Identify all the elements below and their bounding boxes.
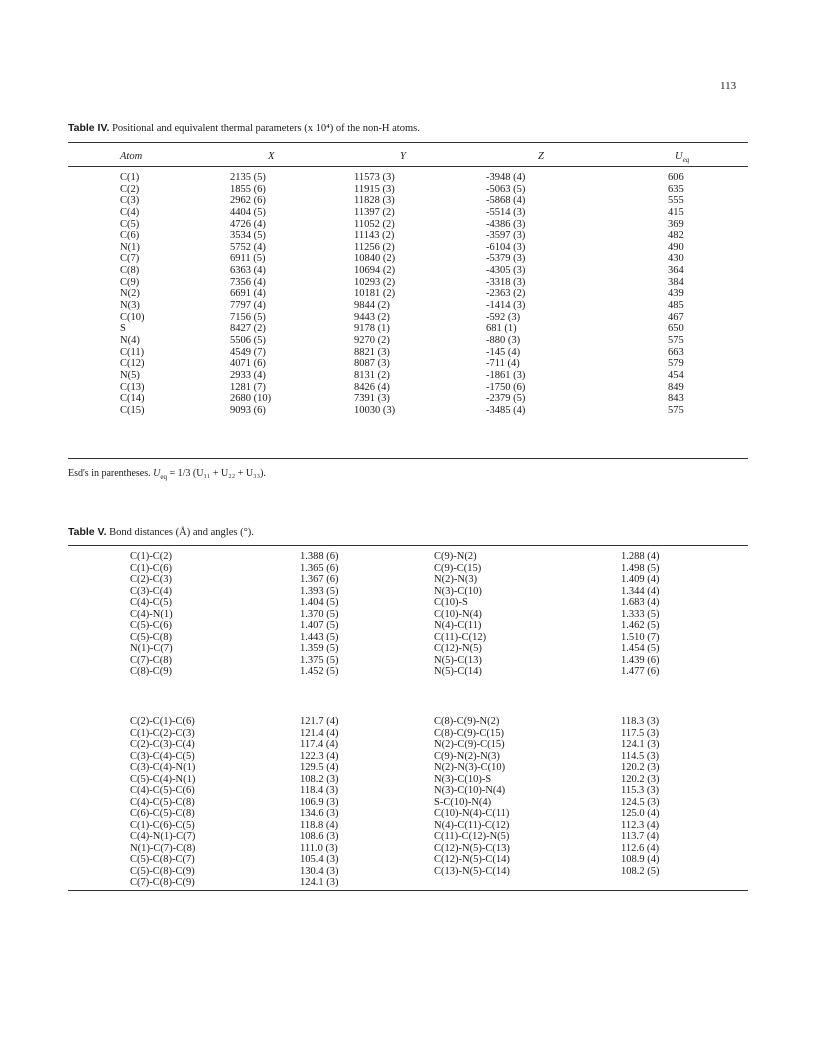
cell-y: 10181 (2)	[354, 288, 396, 300]
bond-angles-block	[68, 716, 748, 889]
cell-z: -6104 (3)	[486, 241, 526, 253]
cell-z: -3318 (3)	[486, 276, 526, 288]
distance-bond: C(7)-C(8)	[130, 654, 172, 666]
bond-distances-block	[68, 551, 748, 678]
header-z: Z	[538, 151, 544, 162]
cell-z: -880 (3)	[486, 334, 521, 346]
angle-value: 112.6 (4)	[621, 842, 660, 854]
cell-z: -2379 (5)	[486, 393, 526, 405]
cell-z: -592 (3)	[486, 311, 521, 323]
table-row	[68, 370, 748, 382]
cell-x: 2135 (5)	[230, 172, 266, 183]
distance-bond: N(5)-C(13)	[434, 654, 482, 666]
table-row	[68, 172, 748, 184]
table-row	[68, 877, 748, 889]
cell-z: -5063 (5)	[486, 183, 526, 195]
cell-y: 10840 (2)	[354, 253, 396, 265]
angle-bond: N(2)-N(3)-C(10)	[434, 762, 506, 773]
angle-bond: S-C(10)-N(4)	[434, 796, 492, 808]
cell-u: 575	[668, 404, 684, 416]
angle-bond: C(8)-C(9)-N(2)	[434, 716, 500, 727]
cell-z: 681 (1)	[486, 323, 517, 335]
distance-bond: C(5)-C(8)	[130, 631, 172, 643]
header-ueq: $U_{eq}$	[675, 151, 690, 165]
angle-value: 125.0 (4)	[621, 808, 660, 819]
cell-y: 9844 (2)	[354, 300, 390, 312]
distance-bond: C(10)-S	[434, 597, 468, 608]
cell-y: 11143 (2)	[354, 230, 395, 242]
angle-bond: C(2)-C(1)-C(6)	[130, 716, 195, 727]
cell-atom: C(14)	[120, 393, 145, 405]
angle-value: 114.5 (3)	[621, 750, 660, 762]
angle-value: 118.3 (3)	[621, 716, 660, 727]
angle-bond: C(6)-C(5)-C(8)	[130, 808, 195, 819]
angle-value: 122.3 (4)	[300, 750, 339, 762]
distance-bond: C(10)-N(4)	[434, 608, 482, 620]
cell-atom: C(4)	[120, 206, 140, 218]
cell-atom: C(11)	[120, 346, 145, 358]
distance-bond: N(2)-N(3)	[434, 574, 478, 585]
angle-value: 113.7 (4)	[621, 831, 660, 842]
cell-x: 5752 (4)	[230, 241, 266, 253]
distance-value: 1.370 (5)	[300, 608, 339, 620]
table-iv-header-rule	[68, 166, 748, 167]
cell-y: 8426 (4)	[354, 381, 390, 393]
angle-bond: C(1)-C(6)-C(5)	[130, 819, 195, 831]
angle-bond: C(3)-C(4)-N(1)	[130, 762, 196, 773]
cell-atom: N(1)	[120, 241, 140, 253]
table-v-bottom-rule	[68, 890, 748, 891]
table-iv-bottom-rule	[68, 458, 748, 459]
cell-u: 849	[668, 381, 684, 393]
angle-value: 118.4 (3)	[300, 785, 339, 796]
angle-value: 106.9 (3)	[300, 796, 339, 808]
cell-u: 663	[668, 346, 684, 358]
angle-bond: N(1)-C(7)-C(8)	[130, 842, 196, 854]
cell-x: 1855 (6)	[230, 183, 266, 195]
angle-value: 124.5 (3)	[621, 796, 660, 808]
angle-value: 120.2 (3)	[621, 762, 660, 773]
cell-z: -3485 (4)	[486, 404, 526, 416]
distance-bond: N(1)-C(7)	[130, 643, 173, 654]
table-row	[68, 323, 748, 335]
distance-bond: C(3)-C(4)	[130, 585, 172, 597]
cell-atom: C(5)	[120, 218, 140, 230]
distance-bond: C(1)-C(6)	[130, 562, 172, 574]
distance-value: 1.439 (6)	[621, 654, 660, 666]
cell-u: 485	[668, 300, 684, 312]
table-v-caption	[68, 526, 254, 538]
angle-bond: C(9)-N(2)-N(3)	[434, 750, 500, 762]
angle-value: 117.4 (4)	[300, 739, 339, 750]
table-row	[68, 632, 748, 644]
distance-bond: N(4)-C(11)	[434, 620, 482, 631]
table-row	[68, 666, 748, 678]
angle-bond: C(3)-C(4)-C(5)	[130, 750, 195, 762]
table-row	[68, 808, 748, 820]
cell-u: 635	[668, 183, 684, 195]
distance-value: 1.683 (4)	[621, 597, 660, 608]
distance-bond: C(1)-C(2)	[130, 551, 172, 562]
table-row	[68, 774, 748, 786]
cell-x: 4549 (7)	[230, 346, 266, 358]
cell-x: 2680 (10)	[230, 393, 272, 405]
cell-x: 4071 (6)	[230, 358, 266, 370]
cell-x: 7797 (4)	[230, 300, 266, 312]
table-row	[68, 253, 748, 265]
table-row	[68, 207, 748, 219]
distance-value: 1.375 (5)	[300, 654, 339, 666]
angle-bond: C(8)-C(9)-C(15)	[434, 727, 504, 739]
table-iv-body	[68, 172, 748, 416]
table-row	[68, 843, 748, 855]
cell-y: 9270 (2)	[354, 334, 390, 346]
header-y: Y	[400, 151, 406, 162]
cell-atom: C(1)	[120, 172, 140, 183]
cell-atom: C(15)	[120, 404, 145, 416]
cell-y: 11256 (2)	[354, 241, 395, 253]
table-row	[68, 728, 748, 740]
distance-bond: N(5)-C(14)	[434, 666, 482, 677]
cell-atom: N(5)	[120, 369, 140, 381]
table-row	[68, 762, 748, 774]
cell-z: -1750 (6)	[486, 381, 526, 393]
cell-z: -3948 (4)	[486, 172, 526, 183]
table-iv-top-rule	[68, 142, 748, 143]
cell-x: 8427 (2)	[230, 323, 266, 335]
cell-u: 606	[668, 172, 684, 183]
cell-u: 454	[668, 369, 684, 381]
table-row	[68, 393, 748, 405]
distance-value: 1.344 (4)	[621, 585, 660, 597]
table-row	[68, 358, 748, 370]
table-row	[68, 563, 748, 575]
angle-value: 130.4 (3)	[300, 865, 339, 877]
cell-y: 11573 (3)	[354, 172, 395, 183]
distance-value: 1.288 (4)	[621, 551, 660, 562]
distance-value: 1.333 (5)	[621, 608, 660, 620]
table-iv-label: Table IV.	[68, 122, 110, 134]
angle-value: 108.9 (4)	[621, 854, 660, 865]
distance-value: 1.367 (6)	[300, 574, 339, 585]
cell-atom: C(2)	[120, 183, 140, 195]
cell-u: 467	[668, 311, 684, 323]
cell-atom: C(12)	[120, 358, 145, 370]
angle-value: 134.6 (3)	[300, 808, 339, 819]
table-row	[68, 739, 748, 751]
table-row	[68, 300, 748, 312]
cell-y: 10030 (3)	[354, 404, 396, 416]
cell-atom: C(8)	[120, 265, 140, 277]
distance-value: 1.388 (6)	[300, 551, 339, 562]
cell-atom: C(9)	[120, 276, 140, 288]
angle-bond: C(1)-C(2)-C(3)	[130, 727, 195, 739]
angle-bond: C(7)-C(8)-C(9)	[130, 877, 195, 888]
cell-atom: C(10)	[120, 311, 145, 323]
angle-bond: C(4)-C(5)-C(6)	[130, 785, 195, 796]
cell-x: 1281 (7)	[230, 381, 266, 393]
cell-y: 11828 (3)	[354, 195, 395, 207]
cell-z: -1414 (3)	[486, 300, 526, 312]
cell-z: -4386 (3)	[486, 218, 526, 230]
distance-bond: C(11)-C(12)	[434, 631, 487, 643]
cell-atom: C(3)	[120, 195, 140, 207]
distance-bond: N(3)-C(10)	[434, 585, 482, 597]
distance-bond: C(5)-C(6)	[130, 620, 172, 631]
angle-value: 124.1 (3)	[621, 739, 660, 750]
table-row	[68, 785, 748, 797]
cell-x: 9093 (6)	[230, 404, 266, 416]
angle-bond: N(2)-C(9)-C(15)	[434, 739, 505, 750]
table-iv-title: Positional and equivalent thermal parameters (x 10⁴) of the non-H atoms.	[112, 123, 420, 134]
cell-x: 4404 (5)	[230, 206, 266, 218]
angle-value: 111.0 (3)	[300, 842, 338, 854]
cell-u: 579	[668, 358, 684, 370]
cell-z: -145 (4)	[486, 346, 521, 358]
page-number: 113	[720, 80, 737, 92]
cell-z: -711 (4)	[486, 358, 520, 370]
table-row	[68, 184, 748, 196]
distance-value: 1.359 (5)	[300, 643, 339, 654]
angle-bond: C(4)-C(5)-C(8)	[130, 796, 195, 808]
distance-bond: C(9)-N(2)	[434, 551, 477, 562]
angle-value: 105.4 (3)	[300, 854, 339, 865]
distance-bond: C(8)-C(9)	[130, 666, 172, 677]
distance-bond: C(12)-N(5)	[434, 643, 482, 654]
table-row	[68, 854, 748, 866]
table-row	[68, 335, 748, 347]
table-row	[68, 716, 748, 728]
angle-bond: C(13)-N(5)-C(14)	[434, 865, 510, 877]
cell-atom: S	[120, 323, 126, 335]
cell-u: 430	[668, 253, 684, 265]
cell-u: 364	[668, 265, 684, 277]
table-row	[68, 751, 748, 763]
cell-z: -5868 (4)	[486, 195, 526, 207]
angle-bond: C(12)-N(5)-C(14)	[434, 854, 510, 865]
header-x: X	[268, 151, 275, 162]
cell-y: 8821 (3)	[354, 346, 390, 358]
cell-u: 650	[668, 323, 684, 335]
table-row	[68, 820, 748, 832]
angle-value: 124.1 (3)	[300, 877, 339, 888]
table-row	[68, 831, 748, 843]
cell-atom: C(13)	[120, 381, 145, 393]
cell-u: 439	[668, 288, 684, 300]
angle-value: 108.6 (3)	[300, 831, 339, 842]
cell-atom: N(4)	[120, 334, 140, 346]
cell-u: 555	[668, 195, 684, 207]
distance-value: 1.498 (5)	[621, 562, 660, 574]
distance-value: 1.365 (6)	[300, 562, 339, 574]
cell-atom: C(6)	[120, 230, 140, 242]
table-row	[68, 866, 748, 878]
cell-atom: N(2)	[120, 288, 140, 300]
cell-x: 4726 (4)	[230, 218, 266, 230]
cell-x: 7156 (5)	[230, 311, 266, 323]
distance-value: 1.462 (5)	[621, 620, 660, 631]
distance-value: 1.443 (5)	[300, 631, 339, 643]
distance-bond: C(4)-N(1)	[130, 608, 173, 620]
cell-y: 11915 (3)	[354, 183, 395, 195]
angle-value: 121.4 (4)	[300, 727, 339, 739]
cell-atom: N(3)	[120, 300, 140, 312]
cell-y: 10694 (2)	[354, 265, 396, 277]
table-v-top-rule	[68, 545, 748, 546]
angle-bond: N(4)-C(11)-C(12)	[434, 819, 510, 831]
cell-x: 6363 (4)	[230, 265, 266, 277]
cell-z: -3597 (3)	[486, 230, 526, 242]
table-row	[68, 574, 748, 586]
angle-bond: N(3)-C(10)-N(4)	[434, 785, 506, 796]
distance-value: 1.407 (5)	[300, 620, 339, 631]
cell-atom: C(7)	[120, 253, 140, 265]
table-row	[68, 797, 748, 809]
cell-u: 490	[668, 241, 684, 253]
cell-y: 11397 (2)	[354, 206, 395, 218]
distance-bond: C(4)-C(5)	[130, 597, 172, 608]
angle-bond: C(5)-C(8)-C(7)	[130, 854, 195, 865]
cell-x: 3534 (5)	[230, 230, 266, 242]
cell-x: 6911 (5)	[230, 253, 266, 265]
cell-u: 384	[668, 276, 684, 288]
table-iv-caption	[68, 122, 420, 134]
angle-bond: C(2)-C(3)-C(4)	[130, 739, 195, 750]
cell-u: 482	[668, 230, 684, 242]
distance-value: 1.454 (5)	[621, 643, 660, 654]
cell-y: 8131 (2)	[354, 369, 390, 381]
table-row	[68, 405, 748, 417]
table-row	[68, 230, 748, 242]
angle-value: 120.2 (3)	[621, 773, 660, 785]
table-row	[68, 643, 748, 655]
distance-value: 1.393 (5)	[300, 585, 339, 597]
cell-x: 5506 (5)	[230, 334, 266, 346]
cell-u: 575	[668, 334, 684, 346]
table-iv-footnote: Esd's in parentheses. $U_{eq} = 1/3$ (U₁₁ + U₂₂ + U₃₃).	[68, 468, 266, 481]
cell-z: -2363 (2)	[486, 288, 526, 300]
table-row	[68, 312, 748, 324]
table-row	[68, 288, 748, 300]
distance-value: 1.409 (4)	[621, 574, 660, 585]
angle-value: 108.2 (3)	[300, 773, 339, 785]
table-v-title: Bond distances (Å) and angles (°).	[109, 527, 254, 538]
table-row	[68, 620, 748, 632]
cell-z: -5514 (3)	[486, 206, 526, 218]
angle-bond: C(10)-N(4)-C(11)	[434, 808, 510, 819]
distance-value: 1.477 (6)	[621, 666, 660, 677]
cell-z: -1861 (3)	[486, 369, 526, 381]
angle-value: 117.5 (3)	[621, 727, 660, 739]
angle-value: 115.3 (3)	[621, 785, 660, 796]
angle-bond: C(11)-C(12)-N(5)	[434, 831, 510, 842]
angle-bond: C(12)-N(5)-C(13)	[434, 842, 510, 854]
table-row	[68, 597, 748, 609]
cell-x: 2962 (6)	[230, 195, 266, 207]
distance-bond: C(2)-C(3)	[130, 574, 172, 585]
header-atom: Atom	[120, 151, 143, 162]
angle-value: 129.5 (4)	[300, 762, 339, 773]
cell-z: -4305 (3)	[486, 265, 526, 277]
cell-y: 9443 (2)	[354, 311, 390, 323]
cell-y: 11052 (2)	[354, 218, 395, 230]
cell-x: 2933 (4)	[230, 369, 266, 381]
table-row	[68, 242, 748, 254]
table-row	[68, 195, 748, 207]
cell-x: 7356 (4)	[230, 276, 266, 288]
distance-bond: C(9)-C(15)	[434, 562, 482, 574]
table-v-label: Table V.	[68, 526, 107, 538]
cell-u: 415	[668, 206, 684, 218]
angle-value: 108.2 (5)	[621, 865, 660, 877]
angle-value: 112.3 (4)	[621, 819, 660, 831]
table-row	[68, 347, 748, 359]
table-row	[68, 382, 748, 394]
table-row	[68, 219, 748, 231]
cell-y: 10293 (2)	[354, 276, 396, 288]
angle-value: 118.8 (4)	[300, 819, 339, 831]
table-row	[68, 277, 748, 289]
table-row	[68, 609, 748, 621]
cell-y: 9178 (1)	[354, 323, 390, 335]
distance-value: 1.510 (7)	[621, 631, 660, 643]
cell-u: 369	[668, 218, 684, 230]
cell-y: 8087 (3)	[354, 358, 390, 370]
cell-u: 843	[668, 393, 684, 405]
cell-z: -5379 (3)	[486, 253, 526, 265]
table-row	[68, 265, 748, 277]
cell-y: 7391 (3)	[354, 393, 390, 405]
distance-value: 1.404 (5)	[300, 597, 339, 608]
cell-x: 6691 (4)	[230, 288, 266, 300]
table-row	[68, 655, 748, 667]
angle-bond: C(5)-C(8)-C(9)	[130, 865, 195, 877]
angle-bond: C(4)-N(1)-C(7)	[130, 831, 196, 842]
distance-value: 1.452 (5)	[300, 666, 339, 677]
table-row	[68, 551, 748, 563]
angle-bond: C(5)-C(4)-N(1)	[130, 773, 196, 785]
angle-bond: N(3)-C(10)-S	[434, 773, 492, 785]
table-row	[68, 586, 748, 598]
angle-value: 121.7 (4)	[300, 716, 339, 727]
